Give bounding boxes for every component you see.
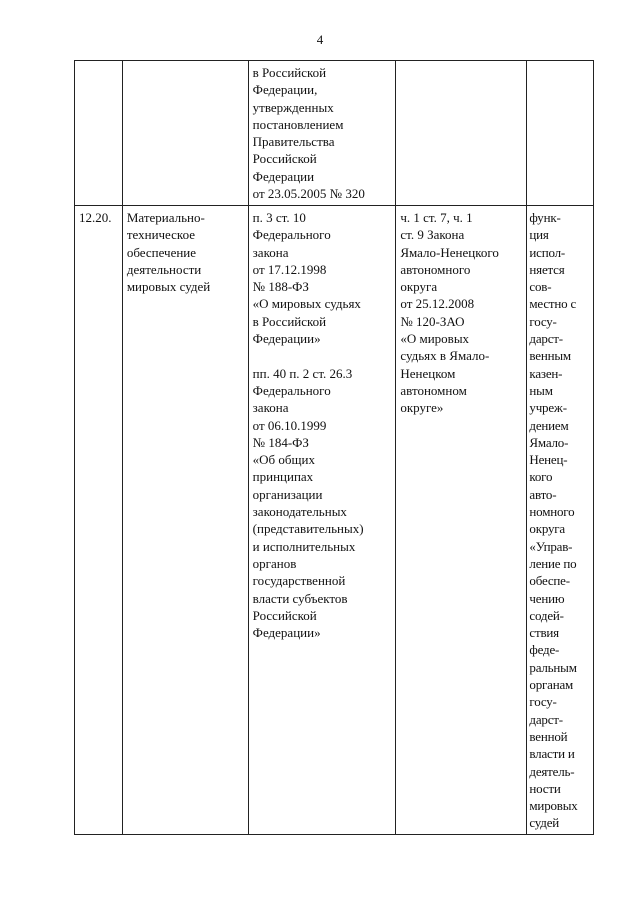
regional-basis-cell: ч. 1 ст. 7, ч. 1 ст. 9 Закона Ямало-Ненецкого автономного округа от 25.12.2008 № 120-ЗАО «О мировых судьях в Ямало- Ненецком автономном округе» <box>396 206 527 835</box>
row-number-cell: 12.20. <box>75 206 123 835</box>
row-number-cell <box>75 61 123 206</box>
function-cell <box>122 61 248 206</box>
federal-basis-cell: п. 3 ст. 10 Федерального закона от 17.12.1998 № 188-ФЗ «О мировых судьях в Российской Федерации» пп. 40 п. 2 ст. 26.3 Федерального закона от 06.10.1999 № 184-ФЗ «Об общих принципах организации законодательных (представительных) и исполнительных органов государственной власти субъектов Российской Федерации» <box>248 206 396 835</box>
table-row <box>75 206 594 835</box>
federal-basis-cell: в Российской Федерации, утвержденных постановлением Правительства Российской Федерации от 23.05.2005 № 320 <box>248 61 396 206</box>
document-table <box>74 60 594 835</box>
table-row <box>75 61 594 206</box>
page-number: 4 <box>316 32 324 47</box>
note-cell <box>527 61 594 206</box>
regional-basis-cell <box>396 61 527 206</box>
note-cell: функ- ция испол- няется сов- местно с госу- дарст- венным казен- ным учреж- дением Ямало- Ненец- кого авто- номного округа «Управ- ление по обеспе- чению содей- ствия феде- ральным органам госу- дарст- венной власти и деятель- ности мировых судей <box>527 206 594 835</box>
function-cell: Материально- техническое обеспечение деятельности мировых судей <box>122 206 248 835</box>
